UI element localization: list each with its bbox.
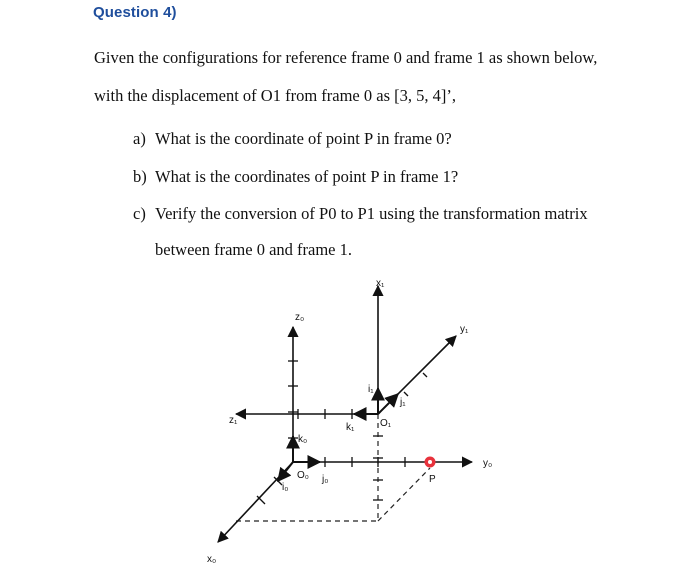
- i1-label: i₁: [368, 384, 374, 395]
- i0-label: i₀: [282, 482, 289, 493]
- y0-label: y₀: [483, 458, 493, 469]
- question-heading: Question 4): [93, 4, 177, 21]
- sub-question-a-label: a): [133, 129, 146, 148]
- x0-label: x₀: [207, 554, 217, 565]
- x1-label: x₁: [376, 278, 385, 289]
- sub-question-b-text: What is the coordinates of point P in frame 1?: [155, 167, 459, 186]
- sub-question-b-label: b): [133, 167, 147, 186]
- frame1-ticks: [298, 373, 427, 500]
- question-line-2: with the displacement of O1 from frame 0 as [3, 5, 4]’,: [94, 86, 456, 105]
- i0-unit-vector: [278, 462, 293, 481]
- k1-label: k₁: [346, 422, 355, 433]
- dashed-guides: [236, 414, 430, 521]
- j0-label: j₀: [322, 474, 329, 485]
- y1-label: y₁: [460, 324, 469, 335]
- question-line-1: Given the configurations for reference frame 0 and frame 1 as shown below,: [94, 48, 598, 67]
- o0-label: O₀: [297, 470, 309, 481]
- sub-question-c-text: Verify the conversion of P0 to P1 using the transformation matrix: [155, 204, 588, 223]
- o1-label: O₁: [380, 418, 392, 429]
- x0-axis: [218, 462, 293, 542]
- sub-question-a-text: What is the coordinate of point P in frame 0?: [155, 129, 452, 148]
- sub-question-c-label: c): [133, 204, 146, 223]
- j1-label: j₁: [400, 397, 406, 408]
- z0-label: z₀: [295, 312, 305, 323]
- sub-question-c-continuation: between frame 0 and frame 1.: [155, 240, 352, 259]
- k0-label: k₀: [298, 434, 308, 445]
- z1-label: z₁: [229, 415, 238, 426]
- point-p-label: P: [429, 474, 436, 485]
- j1-unit-vector: [378, 394, 398, 414]
